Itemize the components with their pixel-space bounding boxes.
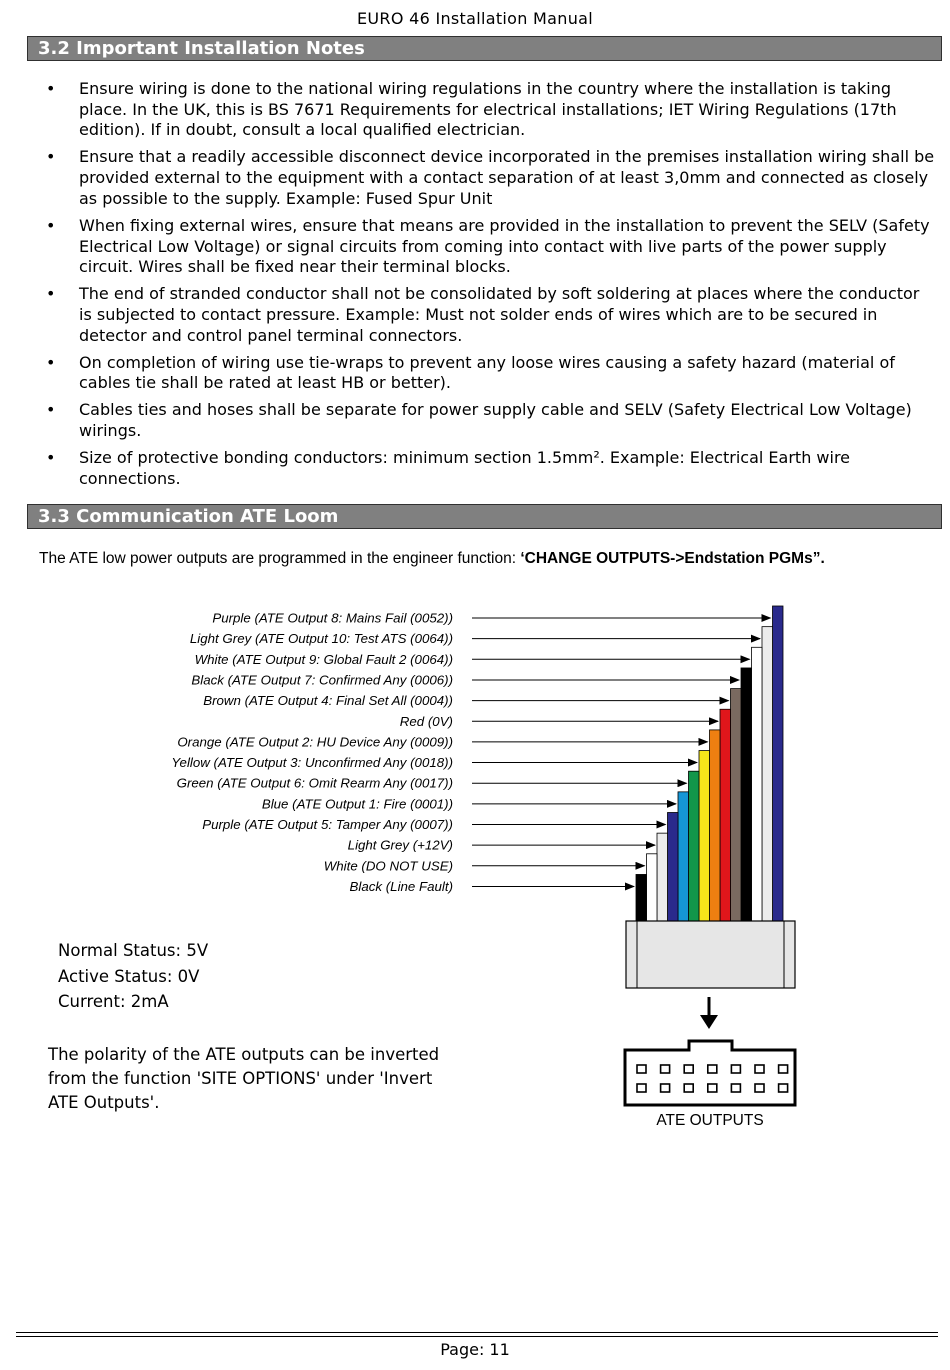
- note-item: [0, 353, 950, 394]
- active-status: Active Status: 0V: [58, 966, 200, 986]
- bullet-icon: •: [46, 448, 56, 468]
- normal-status: Normal Status: 5V: [58, 941, 209, 960]
- socket-pin: [708, 1084, 717, 1092]
- loom-connector-housing: [626, 921, 795, 988]
- wire-label: Brown (ATE Output 4: Final Set All (0004)): [203, 693, 453, 709]
- bullet-icon: •: [46, 147, 56, 167]
- bullet-icon: •: [46, 215, 56, 235]
- wire-label: Purple (ATE Output 8: Mains Fail (0052)): [212, 610, 453, 626]
- note-item: [0, 216, 950, 278]
- note-text: The end of stranded conductor shall not be consolidated by soft soldering at places where the conductor is subjected to contact pressure. Example: Must not solder ends of wires which are to be secured in detector and control panel terminal connectors.: [79, 284, 920, 345]
- wire-strip: [678, 792, 689, 921]
- wire-strip: [647, 854, 658, 921]
- down-arrow-icon: [700, 997, 718, 1029]
- ate-outputs-socket-icon: [625, 1041, 795, 1105]
- wire-label: Red (0V): [399, 713, 453, 729]
- wire-label: White (ATE Output 9: Global Fault 2 (0064)): [194, 651, 453, 667]
- wire-label: Purple (ATE Output 5: Tamper Any (0007)): [202, 817, 453, 832]
- wire-strip: [689, 771, 700, 921]
- note-text: On completion of wiring use tie-wraps to prevent any loose wires causing a safety hazard (material of cables tie shall be rated at least HB or better).: [79, 352, 895, 393]
- wires-layer: [171, 606, 783, 921]
- wire-label: Blue (ATE Output 1: Fire (0001)): [261, 796, 453, 812]
- current-value: Current: 2mA: [58, 992, 169, 1011]
- intro-function-name: ‘CHANGE OUTPUTS->Endstation PGMs”.: [520, 550, 825, 567]
- running-header: EURO 46 Installation Manual: [356, 9, 593, 28]
- note-text: Ensure wiring is done to the national wiring regulations in the country where the installation is taking place. In the UK, this is BS 7671 Requirements for electrical installations; IET Wiring Regulations (17th edition). If in doubt, consult a local qualified electrician.: [79, 79, 897, 140]
- note-item: [0, 448, 950, 489]
- socket-pin: [755, 1084, 764, 1092]
- intro-text: The ATE low power outputs are programmed in the engineer function:: [39, 550, 521, 567]
- socket-pin: [684, 1084, 693, 1092]
- wire-label: Black (Line Fault): [349, 878, 453, 894]
- bullet-icon: •: [46, 352, 56, 372]
- section-number: 3.2: [38, 38, 70, 59]
- bullet-icon: •: [46, 400, 56, 420]
- page-number: Page: 11: [440, 1340, 510, 1359]
- section-title: Communication ATE Loom: [76, 506, 339, 527]
- socket-pin: [755, 1065, 764, 1073]
- footer-rule: [16, 1332, 938, 1333]
- wire-label: Light Grey (+12V): [347, 837, 453, 853]
- note-item: [0, 79, 950, 141]
- wire-label: Black (ATE Output 7: Confirmed Any (0006)): [191, 672, 453, 688]
- wire-strip: [773, 606, 784, 921]
- note-text: When fixing external wires, ensure that means are provided in the installation to prevent the SELV (Safety Electrical Low Voltage) or signal circuits from coming into contact with live parts of the power supply circuit. Wires shall be fixed near their terminal blocks.: [79, 215, 930, 277]
- wire-strip: [762, 627, 773, 921]
- wire-label: White (DO NOT USE): [323, 858, 453, 874]
- connector-label: ATE OUTPUTS: [656, 1112, 764, 1129]
- note-text: Size of protective bonding conductors: minimum section 1.5mm². Example: Electrical Earth wire connections.: [79, 448, 851, 488]
- socket-pin: [731, 1065, 740, 1073]
- section-title: Important Installation Notes: [76, 38, 365, 59]
- section-number: 3.3: [38, 506, 70, 527]
- socket-pin: [779, 1084, 788, 1092]
- wire-label: Yellow (ATE Output 3: Unconfirmed Any (0018)): [171, 755, 453, 771]
- ate-status-block: [58, 938, 208, 1015]
- ate-intro-paragraph: [39, 549, 919, 570]
- note-text: Ensure that a readily accessible disconnect device incorporated in the premises installation wiring shall be provided external to the equipment with a contact separation of at least 3,0mm and connected as closely as possible to the supply. Example: Fused Spur Unit: [79, 147, 935, 208]
- wire-label: Green (ATE Output 6: Omit Rearm Any (0017)): [176, 775, 453, 791]
- section-heading-3-3: [27, 504, 942, 529]
- wire-strip: [752, 647, 763, 921]
- wire-label: Orange (ATE Output 2: HU Device Any (0009)): [177, 734, 453, 750]
- wire-strip: [710, 730, 721, 921]
- socket-pin: [684, 1065, 693, 1073]
- wire-label: Light Grey (ATE Output 10: Test ATS (0064)): [189, 631, 453, 647]
- note-item: [0, 400, 950, 441]
- wire-strip: [657, 833, 668, 921]
- socket-pin: [731, 1084, 740, 1092]
- wire-strip: [699, 751, 710, 921]
- wire-strip: [668, 813, 679, 922]
- socket-pin: [637, 1084, 646, 1092]
- note-item: [0, 284, 950, 346]
- wire-strip: [720, 709, 731, 921]
- note-text: Cables ties and hoses shall be separate for power supply cable and SELV (Safety Electrical Low Voltage) wirings.: [79, 400, 912, 441]
- bullet-icon: •: [46, 284, 56, 304]
- socket-pin: [661, 1084, 670, 1092]
- note-item: [0, 147, 950, 209]
- wire-strip: [741, 668, 752, 921]
- wire-strip: [636, 874, 647, 921]
- bullet-icon: •: [46, 79, 56, 98]
- section-heading-3-2: [27, 36, 942, 61]
- installation-notes-list: [0, 79, 950, 496]
- socket-pin: [661, 1065, 670, 1073]
- footer-rule: [16, 1336, 938, 1337]
- socket-pin: [708, 1065, 717, 1073]
- socket-pin: [637, 1065, 646, 1073]
- socket-pin: [779, 1065, 788, 1073]
- polarity-note: The polarity of the ATE outputs can be inverted from the function 'SITE OPTIONS' under 'Invert ATE Outputs'.: [48, 1045, 440, 1112]
- wire-strip: [731, 689, 742, 921]
